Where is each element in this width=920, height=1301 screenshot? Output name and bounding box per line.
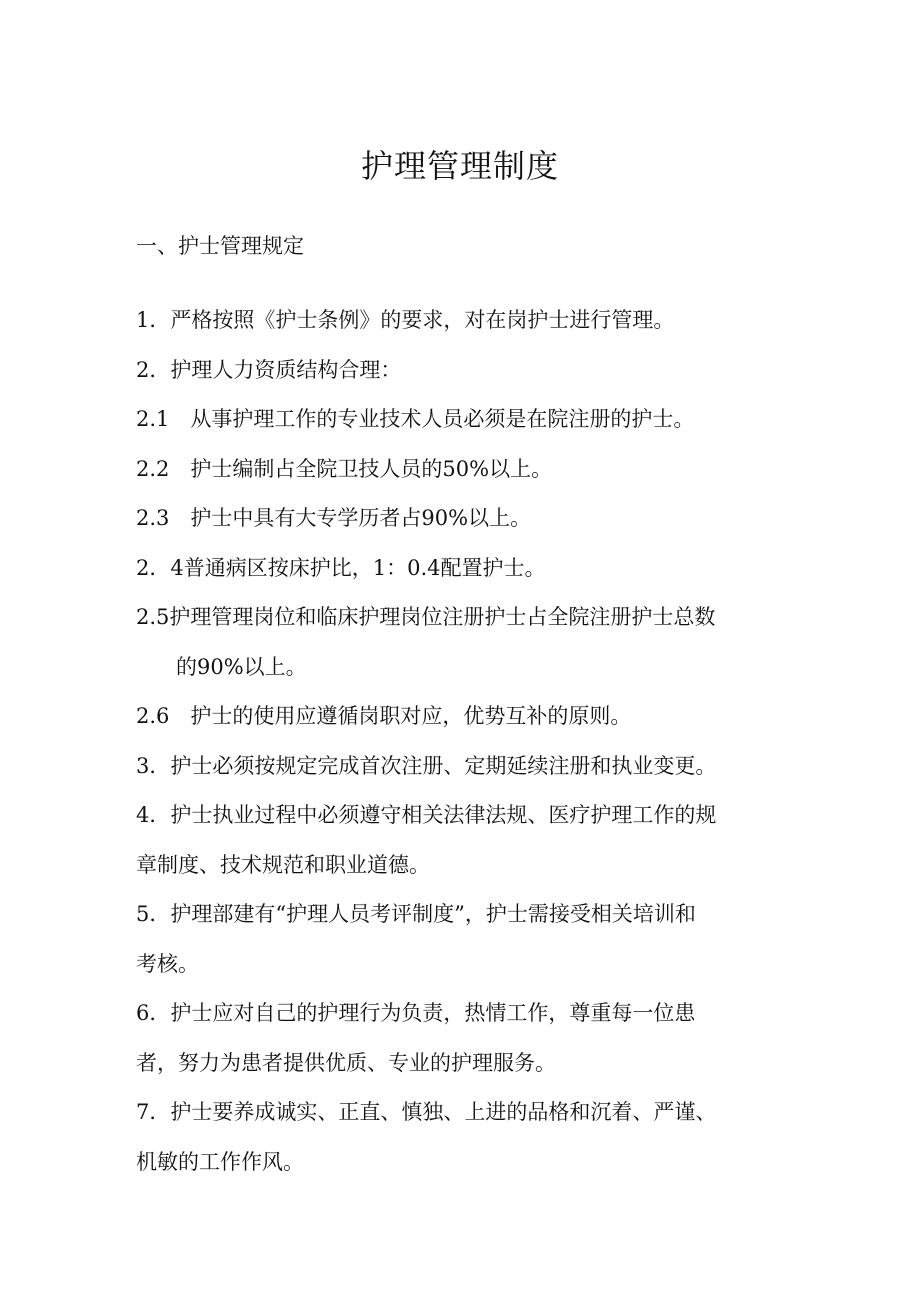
paragraph-line: 7．护士要养成诚实、正直、慎独、上进的品格和沉着、严谨、 [136, 1100, 717, 1124]
paragraph-1 [136, 296, 786, 346]
paragraph-line: 考核。 [136, 951, 199, 976]
paragraph-line: 章制度、技术规范和职业道德。 [136, 852, 430, 877]
page-title: 护理管理制度 [360, 147, 559, 185]
paragraph-2-6 [136, 692, 786, 742]
paragraph-line: 2.5护理管理岗位和临床护理岗位注册护士占全院注册护士总数 [136, 605, 716, 629]
paragraph-line: 2.6 护士的使用应遵循岗职对应，优势互补的原则。 [136, 704, 632, 728]
paragraph-line: 2.3 护士中具有大专学历者占90%以上。 [136, 506, 532, 530]
paragraph-2-2 [136, 445, 786, 495]
paragraph-line: 机敏的工作作风。 [136, 1149, 304, 1174]
paragraph-2 [136, 346, 786, 396]
paragraph-7 [136, 1088, 786, 1187]
paragraph-2-4 [136, 544, 786, 594]
paragraph-line: 4．护士执业过程中必须遵守相关法律法规、医疗护理工作的规 [136, 803, 717, 827]
paragraph-2-5 [136, 593, 786, 692]
paragraph-line: 5．护理部建有“护理人员考评制度”，护士需接受相关培训和 [136, 902, 696, 926]
paragraph-2-1 [136, 395, 786, 445]
paragraph-line: 的90%以上。 [176, 654, 307, 679]
paragraph-2-3 [136, 494, 786, 544]
paragraph-line: 者，努力为患者提供优质、专业的护理服务。 [136, 1050, 556, 1075]
paragraph-line: 2.2 护士编制占全院卫技人员的50%以上。 [136, 456, 553, 481]
paragraph-line: 6．护士应对自己的护理行为负责，热情工作，尊重每一位患 [136, 1001, 696, 1025]
paragraph-line: 2．护理人力资质结构合理： [136, 357, 402, 382]
paragraph-4 [136, 791, 786, 890]
document-body [136, 296, 786, 1187]
paragraph-6 [136, 989, 786, 1088]
paragraph-line: 1．严格按照《护士条例》的要求，对在岗护士进行管理。 [136, 308, 675, 332]
paragraph-line: 2．4普通病区按床护比，1：0.4配置护士。 [136, 555, 546, 580]
paragraph-line: 2.1 从事护理工作的专业技术人员必须是在院注册的护士。 [136, 407, 695, 431]
paragraph-line: 3．护士必须按规定完成首次注册、定期延续注册和执业变更。 [136, 753, 717, 778]
paragraph-3 [136, 742, 786, 792]
section-heading: 一、护士管理规定 [136, 234, 304, 258]
paragraph-5 [136, 890, 786, 989]
